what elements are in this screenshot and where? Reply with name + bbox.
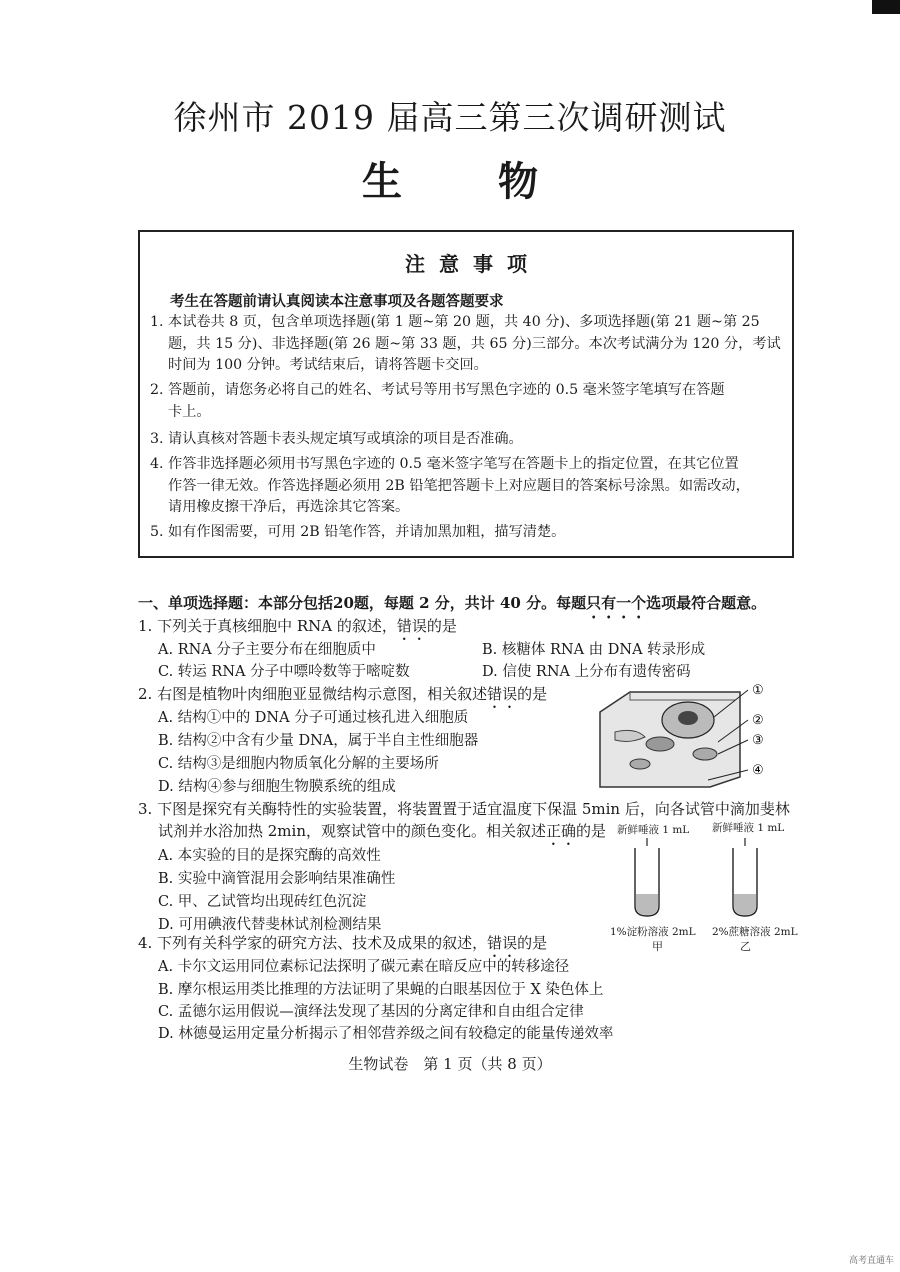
page-footer: 生物试卷 第 1 页（共 8 页） <box>348 1055 552 1073</box>
question-2-option-c: C. 结构③是细胞内物质氧化分解的主要场所 <box>158 756 439 772</box>
exam-title: 徐州市 2019 届高三第三次调研测试 <box>173 98 727 137</box>
question-4-option-d: D. 林德曼运用定量分析揭示了相邻营养级之间有较稳定的能量传递效率 <box>158 1026 614 1042</box>
label-1: ① <box>752 683 764 698</box>
question-1-stem: 1. 下列关于真核细胞中 RNA 的叙述，错误的是 <box>138 617 457 635</box>
question-4-option-c: C. 孟德尔运用假说—演绎法发现了基因的分离定律和自由组合定律 <box>158 1004 584 1020</box>
question-3-stem-line1: 3. 下图是探究有关酶特性的实验装置，将装置置于适宜温度下保温 5min 后，向各试管中滴加斐林 <box>138 800 790 818</box>
plant-cell-diagram <box>590 682 790 790</box>
question-1-option-b: B. 核糖体 RNA 由 DNA 转录形成 <box>482 642 706 658</box>
label-3: ③ <box>752 733 764 748</box>
tube-name-right: 乙 <box>740 940 751 953</box>
question-2-option-b: B. 结构②中含有少量 DNA，属于半自主性细胞器 <box>158 733 479 749</box>
notice-item-5: 5. 如有作图需要，可用 2B 铅笔作答，并请加黑加粗，描写清楚。 <box>150 524 566 540</box>
question-3-option-b: B. 实验中滴管混用会影响结果准确性 <box>158 871 396 887</box>
question-3-option-d: D. 可用碘液代替斐林试剂检测结果 <box>158 917 382 933</box>
corner-watermark: 高考直通车 <box>848 1256 894 1266</box>
notice-heading: 注意事项 <box>405 252 541 276</box>
label-2: ② <box>752 713 764 728</box>
question-1-option-a: A. RNA 分子主要分布在细胞质中 <box>158 642 376 658</box>
question-1-option-c: C. 转运 RNA 分子中嘌呤数等于嘧啶数 <box>158 664 410 680</box>
question-2-stem: 2. 右图是植物叶肉细胞亚显微结构示意图，相关叙述错误的是 <box>138 685 548 703</box>
tube-bottom-label-left: 1%淀粉溶液 2mL <box>610 926 696 938</box>
question-3-option-c: C. 甲、乙试管均出现砖红色沉淀 <box>158 894 367 910</box>
section-heading: 一、单项选择题：本部分包括20题，每题 2 分，共计 40 分。每题只有一个选项最符合题意。 <box>138 594 767 612</box>
subject-title: 生物 <box>362 158 634 205</box>
notice-intro: 考生在答题前请认真阅读本注意事项及各题答题要求 <box>170 293 504 310</box>
question-4-option-a: A. 卡尔文运用同位素标记法探明了碳元素在暗反应中的转移途径 <box>158 959 570 975</box>
tube-top-label-right: 新鲜唾液 1 mL <box>712 822 785 834</box>
notice-item-2: 2. 答题前，请您务必将自己的姓名、考试号等用书写黑色字迹的 0.5 毫米签字笔填写在答题 卡上。 <box>150 382 725 420</box>
tube-name-left: 甲 <box>652 940 663 953</box>
tube-top-label-left: 新鲜唾液 1 mL <box>617 824 690 836</box>
label-4: ④ <box>752 763 764 778</box>
question-2-option-a: A. 结构①中的 DNA 分子可通过核孔进入细胞质 <box>158 710 469 726</box>
notice-item-1: 1. 本试卷共 8 页，包含单项选择题(第 1 题~第 20 题，共 40 分)、多项选择题(第 21 题~第 25 题，共 15 分)、非选择题(第 26 题~第 33 题，共 65 分)三部分。本次考试满分为 120 分，考试 时间为 100 分钟。考试结束后，请将答题卡交回。 <box>150 314 781 373</box>
notice-item-3: 3. 请认真核对答题卡表头规定填写或填涂的项目是否准确。 <box>150 431 523 447</box>
question-3-option-a: A. 本实验的目的是探究酶的高效性 <box>158 848 381 864</box>
question-4-stem: 4. 下列有关科学家的研究方法、技术及成果的叙述，错误的是 <box>138 934 548 952</box>
question-1-option-d: D. 信使 RNA 上分布有遗传密码 <box>482 664 691 680</box>
tube-bottom-label-right: 2%蔗糖溶液 2mL <box>712 926 798 938</box>
notice-box <box>138 230 794 558</box>
notice-item-4: 4. 作答非选择题必须用书写黑色字迹的 0.5 毫米签字笔写在答题卡上的指定位置，在其它位置 作答一律无效。作答选择题必须用 2B 铅笔把答题卡上对应题目的答案标号涂黑。如需改动， 请用橡皮擦干净后，再选涂其它答案。 <box>150 456 750 515</box>
question-2-option-d: D. 结构④参与细胞生物膜系统的组成 <box>158 779 396 795</box>
scan-edge-mark <box>872 0 900 14</box>
question-3-stem-line2: 试剂并水浴加热 2min，观察试管中的颜色变化。相关叙述正确的是 <box>158 822 607 840</box>
test-tubes-diagram <box>605 836 805 920</box>
question-4-option-b: B. 摩尔根运用类比推理的方法证明了果蝇的白眼基因位于 X 染色体上 <box>158 982 604 998</box>
